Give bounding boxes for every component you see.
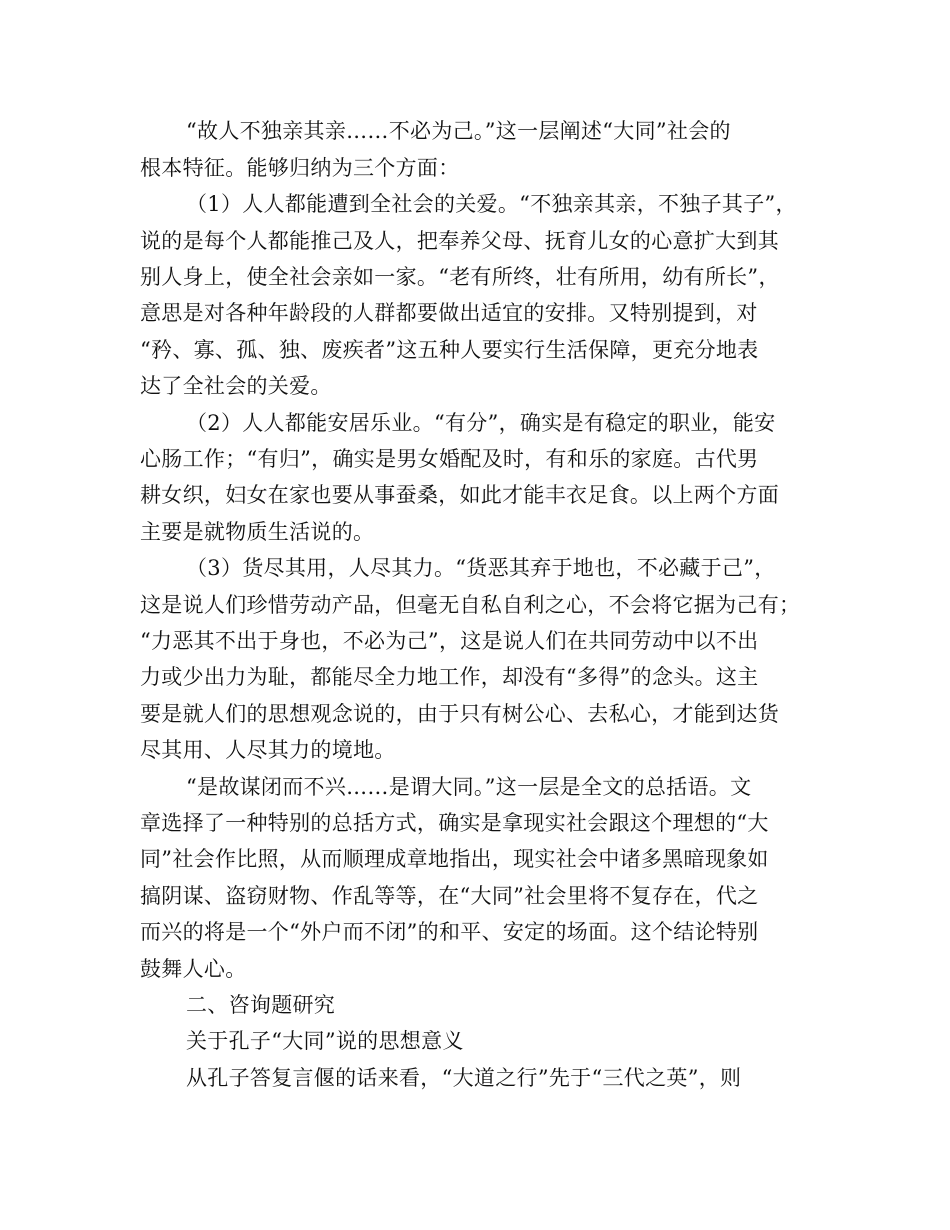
text-line: （1）人人都能遭到全社会的关爱。“不独亲其亲，不独子其子”， [186, 192, 797, 216]
text-line: 力或少出力为耻，都能尽全力地工作，却没有“多得”的念头。这主 [140, 665, 759, 689]
text-line: 要是就人们的思想观念说的，由于只有树公心、去私心，才能到达货 [140, 702, 779, 726]
text-line: “是故谋闭而不兴……是谓大同。”这一层是全文的总括语。文 [186, 775, 752, 799]
text-line: 而兴的将是一个“外户而不闭”的和平、安定的场面。这个结论特别 [140, 920, 759, 944]
text-line: 从孔子答复言偃的话来看，“大道之行”先于“三代之英”，则 [186, 1066, 742, 1090]
section-heading: 二、咨询题研究 [186, 993, 336, 1017]
text-line: 同”社会作比照，从而顺理成章地指出，现实社会中诸多黑暗现象如 [140, 847, 769, 871]
text-line: 说的是每个人都能推己及人，把奉养父母、抚育儿女的心意扩大到其 [140, 229, 779, 253]
text-line: 意思是对各种年龄段的人群都要做出适宜的安排。又特别提到，对 [140, 301, 758, 325]
text-line: （3）货尽其用，人尽其力。“货恶其弃于地也，不必藏于己”， [186, 556, 776, 580]
text-line: 别人身上，使全社会亲如一家。“老有所终，壮有所用，幼有所长”， [140, 265, 780, 289]
text-line: 主要是就物质生活说的。 [140, 520, 375, 544]
text-line: 达了全社会的关爱。 [140, 374, 332, 398]
text-line: 心肠工作；“有归”，确实是男女婚配及时，有和乐的家庭。古代男 [140, 447, 759, 471]
text-line: 鼓舞人心。 [140, 957, 247, 981]
subsection-heading: 关于孔子“大同”说的思想意义 [186, 1029, 464, 1053]
text-line: 这是说人们珍惜劳动产品，但毫无自私自利之心，不会将它据为己有； [140, 593, 801, 617]
text-line: “力恶其不出于身也，不必为己”，这是说人们在共同劳动中以不出 [140, 629, 759, 653]
text-line: 尽其用、人尽其力的境地。 [140, 738, 396, 762]
text-line: （2）人人都能安居乐业。“有分”，确实是有稳定的职业，能安 [186, 411, 776, 435]
text-line: “故人不独亲其亲……不必为己。”这一层阐述“大同”社会的 [186, 119, 731, 143]
text-line: 根本特征。能够归纳为三个方面： [140, 156, 460, 180]
text-line: 耕女织，妇女在家也要从事蚕桑，如此才能丰衣足食。以上两个方面 [140, 483, 779, 507]
text-line: “矜、寡、孤、独、废疾者”这五种人要实行生活保障，更充分地表 [140, 338, 759, 362]
text-line: 章选择了一种特别的总括方式，确实是拿现实社会跟这个理想的“大 [140, 811, 769, 835]
text-line: 搞阴谋、盗窃财物、作乱等等，在“大同”社会里将不复存在，代之 [140, 884, 759, 908]
